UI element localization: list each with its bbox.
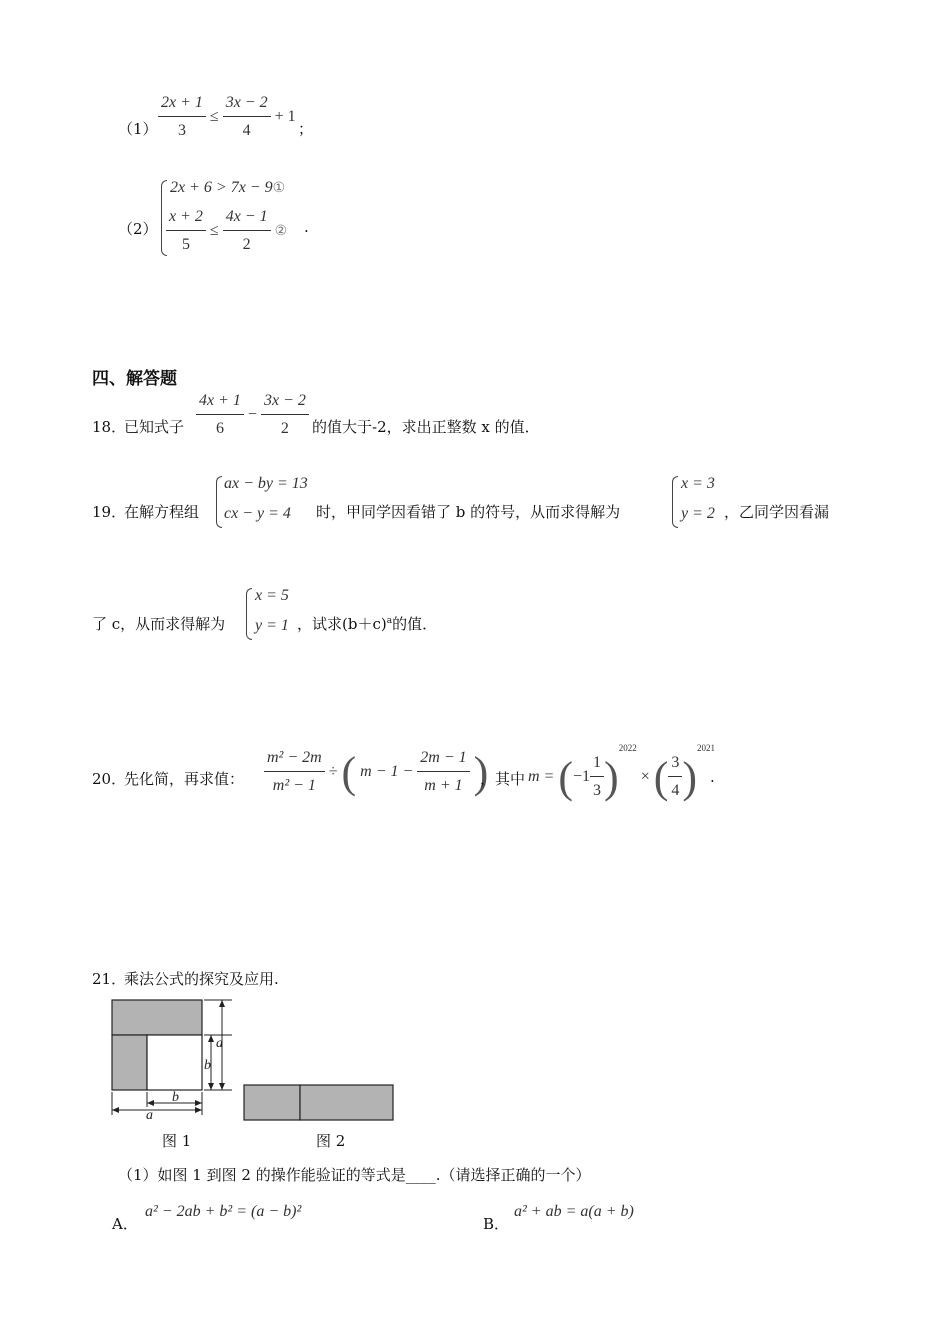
q19-line2-tail — [297, 613, 437, 634]
exponent: 2021 — [697, 743, 716, 753]
q18-expression — [196, 388, 309, 443]
denominator: 2 — [242, 236, 251, 253]
circled-two: ② — [274, 224, 288, 240]
fraction — [264, 745, 325, 800]
inequality-1 — [158, 90, 296, 145]
fraction — [223, 90, 271, 145]
le-sign: ≤ — [209, 222, 219, 240]
sub-label-1: （1） — [118, 120, 158, 138]
q18-lead: 已知式子 — [124, 418, 185, 436]
arrowhead — [208, 1083, 214, 1090]
q18-number: 18． — [92, 418, 127, 436]
q19-middle: 时，甲同学因看错了 b 的符号，从而求得解为 — [316, 503, 621, 521]
fig2-caption: 图 2 — [316, 1132, 346, 1150]
denominator: 3 — [177, 122, 186, 139]
trailing-text: 的值． — [392, 615, 438, 633]
period: . — [304, 218, 309, 236]
q20-lead: 先化简，再求值： — [124, 770, 245, 788]
arrowhead — [195, 1100, 202, 1106]
m-value-expression: m = (−1 $\frac{1}{3}$ )$^{2022}$ × ( $\frac{3}{4}$ )$^{2021}$ — [528, 743, 715, 805]
numerator: x + 2 — [166, 204, 206, 231]
numerator: 3x − 2 — [261, 388, 309, 415]
dim-b-bottom-label: b — [172, 1090, 179, 1105]
denominator: m + 1 — [424, 777, 463, 794]
left-brace — [246, 588, 252, 640]
le-sign: ≤ — [209, 108, 219, 126]
option-b-label[interactable]: B． — [483, 1215, 510, 1233]
fraction — [158, 90, 206, 145]
m-equals: m = — [528, 768, 555, 785]
denominator: 4 — [671, 781, 680, 799]
system-line-2 — [166, 204, 287, 259]
left-brace — [672, 476, 678, 528]
q19-line2-lead: 了 c，从而求得解为 — [92, 615, 226, 633]
solution-x: x = 3 — [681, 475, 715, 492]
numerator: 1 — [590, 750, 604, 777]
equation-text: 2x + 6 > 7x − 9 — [170, 179, 273, 196]
numerator: 4x − 1 — [223, 204, 271, 231]
exponent: 2022 — [618, 743, 637, 753]
q21-part1: （1）如图 1 到图 2 的操作能验证的等式是____.（请选择正确的一个） — [118, 1166, 591, 1184]
arrowhead — [219, 1083, 225, 1090]
section-heading: 四、解答题 — [92, 369, 177, 389]
numerator: 2m − 1 — [417, 745, 469, 772]
paren-close: ) — [473, 748, 489, 797]
paren-open: ( — [341, 748, 357, 797]
fraction — [196, 388, 244, 443]
fraction — [166, 204, 206, 259]
numerator: 4x + 1 — [196, 388, 244, 415]
q20-where: ，其中 — [480, 770, 526, 788]
q19-lead: 在解方程组 — [124, 503, 200, 521]
dim-a-label: a — [216, 1036, 223, 1051]
arrowhead — [219, 1000, 225, 1007]
system-line-1 — [170, 179, 285, 197]
q18-trail: 的值大于-2，求出正整数 x 的值． — [312, 418, 540, 436]
fig2-right-rect — [300, 1085, 393, 1120]
left-brace — [216, 476, 222, 528]
arrowhead — [112, 1107, 119, 1113]
denominator: 3 — [593, 781, 602, 799]
q20-number: 20． — [92, 770, 127, 788]
q19-tail: ，乙同学因看漏 — [724, 503, 830, 521]
system-eq-2: cx − y = 4 — [224, 505, 291, 522]
expression-text: ，试求(b＋c) — [297, 615, 387, 633]
option-b-formula[interactable]: a² + ab = a(a + b) — [514, 1203, 634, 1220]
denominator: 4 — [242, 122, 251, 139]
denominator: 5 — [181, 236, 190, 253]
q21-title: 乘法公式的探究及应用. — [124, 970, 279, 988]
q20-period: . — [710, 768, 715, 786]
fig1-caption: 图 1 — [162, 1132, 192, 1150]
sub-label-2: （2） — [118, 220, 158, 238]
dim-b-label: b — [204, 1058, 211, 1073]
solution-y: y = 2 — [681, 505, 715, 522]
exponent: a — [386, 616, 393, 626]
fraction — [223, 204, 271, 259]
arrowhead — [147, 1100, 154, 1106]
denominator: m² − 1 — [272, 777, 316, 794]
dim-a-bottom-label: a — [146, 1108, 153, 1123]
numerator: m² − 2m — [264, 745, 325, 772]
numerator: 3x − 2 — [223, 90, 271, 117]
circled-one: ① — [272, 181, 286, 196]
mixed-whole: −1 — [573, 768, 591, 785]
fig1-left-strip — [112, 1035, 147, 1090]
q19-number: 19． — [92, 503, 127, 521]
arrowhead — [195, 1107, 202, 1113]
fraction — [417, 745, 469, 800]
minus-sign: − — [247, 406, 257, 424]
times-sign: × — [640, 768, 650, 785]
fig2-left-rect — [244, 1085, 300, 1120]
fraction — [668, 750, 682, 805]
q20-expression — [264, 745, 488, 800]
denominator: 6 — [215, 420, 224, 437]
numerator: 3 — [668, 750, 682, 777]
solution-y: y = 1 — [255, 617, 289, 634]
div-sign: ÷ — [328, 763, 338, 781]
fraction — [590, 750, 604, 805]
figures — [100, 995, 410, 1125]
semicolon: ； — [298, 120, 314, 138]
numerator: 2x + 1 — [158, 90, 206, 117]
system-eq-1: ax − by = 13 — [224, 475, 308, 492]
option-a-label[interactable]: A． — [112, 1215, 138, 1233]
fraction — [261, 388, 309, 443]
plus-one: + 1 — [274, 108, 296, 126]
fig1-top-strip — [112, 1000, 202, 1035]
solution-x: x = 5 — [255, 587, 289, 604]
denominator: 2 — [280, 420, 289, 437]
arrowhead — [208, 1035, 214, 1042]
q21-number: 21． — [92, 970, 127, 988]
inner-expression: m − 1 − — [360, 763, 414, 781]
option-a-formula[interactable]: a² − 2ab + b² = (a − b)² — [145, 1203, 302, 1220]
fig1-white-square — [147, 1035, 202, 1090]
